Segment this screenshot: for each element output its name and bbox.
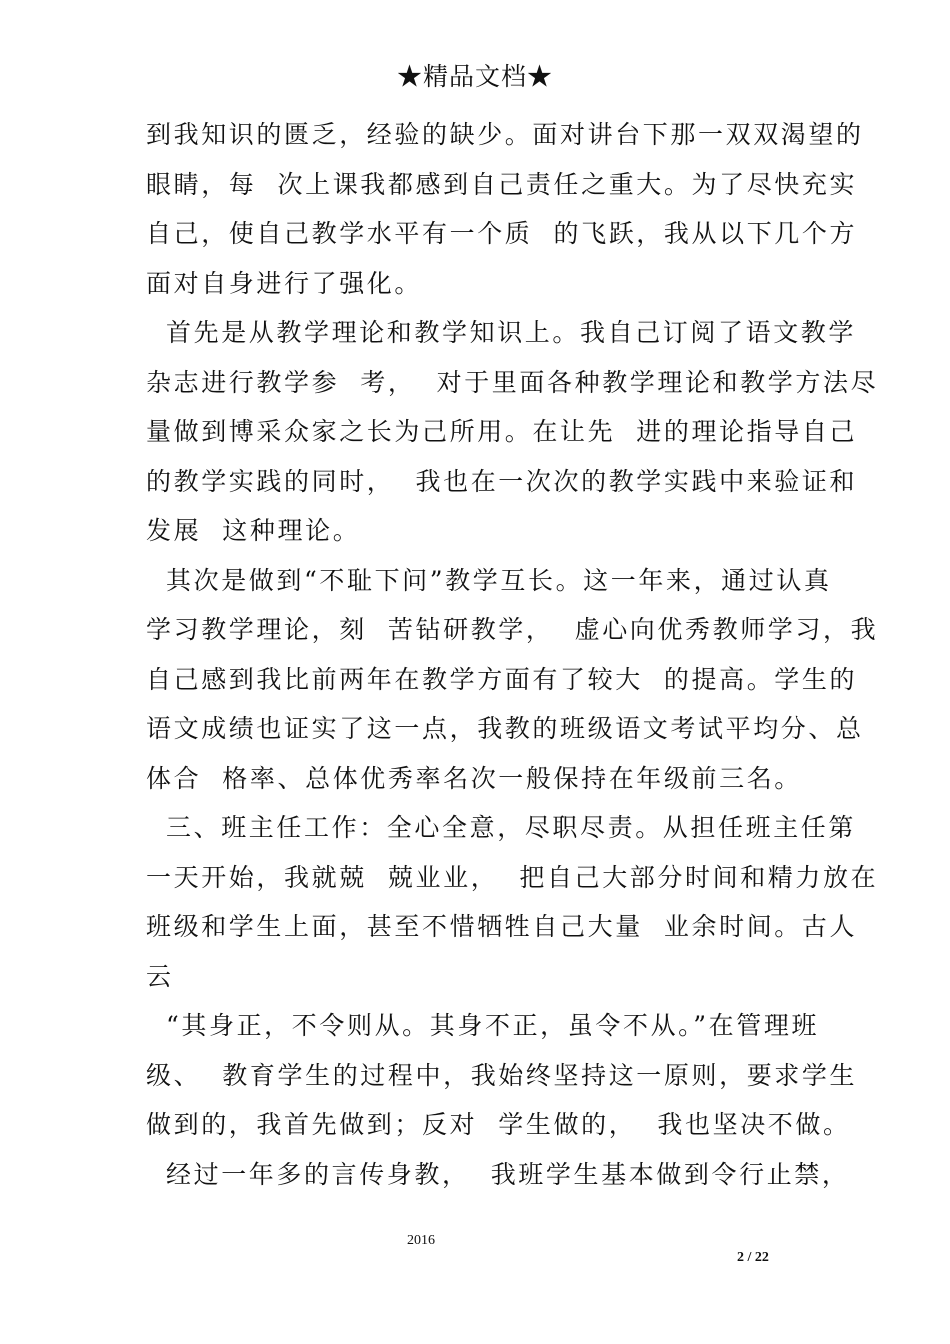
document-header-title: ★精品文档★ <box>396 62 553 91</box>
text-line: 到我知识的匮乏，经验的缺少。面对讲台下那一双双渴望的 <box>146 120 864 149</box>
text-line: 首先是从教学理论和教学知识上。我自己订阅了语文教学 <box>166 318 857 347</box>
text-line: 级、 教育学生的过程中，我始终坚持这一原则，要求学生 <box>146 1060 858 1090</box>
footer-year: 2016 <box>407 1233 435 1248</box>
text-line: 的教学实践的同时， 我也在一次次的教学实践中来验证和 <box>146 466 858 496</box>
page-number: 2 / 22 <box>737 1250 769 1265</box>
text-line: 其次是做到“不耻下问”教学互长。这一年来，通过认真 <box>166 565 832 595</box>
text-line: “其身正，不令则从。其身不正，虽令不从。”在管理班 <box>166 1011 820 1040</box>
text-line: 语文成绩也证实了这一点，我教的班级语文考试平均分、总 <box>146 714 864 743</box>
text-line: 班级和学生上面，甚至不惜牺牲自己大量 业余时间。古人 <box>146 912 858 941</box>
text-line: 体合 格率、总体优秀率名次一般保持在年级前三名。 <box>146 763 802 793</box>
text-line: 自己，使自己教学水平有一个质 的飞跃，我从以下几个方 <box>146 219 858 248</box>
text-line: 学习教学理论，刻 苦钻研教学， 虚心向优秀教师学习，我 <box>146 615 879 644</box>
text-line: 三、班主任工作：全心全意，尽职尽责。从担任班主任第 <box>166 813 857 842</box>
text-line: 眼睛，每 次上课我都感到自己责任之重大。为了尽快充实 <box>146 169 858 199</box>
text-line: 云 <box>146 961 174 991</box>
text-line: 杂志进行教学参 考， 对于里面各种教学理论和教学方法尽 <box>146 367 879 397</box>
text-line: 自己感到我比前两年在教学方面有了较大 的提高。学生的 <box>146 664 858 694</box>
text-line: 经过一年多的言传身教， 我班学生基本做到令行止禁， <box>166 1159 850 1189</box>
document-body <box>146 110 879 1199</box>
text-line: 量做到博采众家之长为己所用。在让先 进的理论指导自己 <box>146 417 858 446</box>
text-line: 发展 这种理论。 <box>146 516 361 545</box>
text-line: 面对自身进行了强化。 <box>146 268 423 298</box>
text-line: 一天开始，我就兢 兢业业， 把自己大部分时间和精力放在 <box>146 862 879 892</box>
text-line: 做到的，我首先做到；反对 学生做的， 我也坚决不做。 <box>146 1110 851 1139</box>
